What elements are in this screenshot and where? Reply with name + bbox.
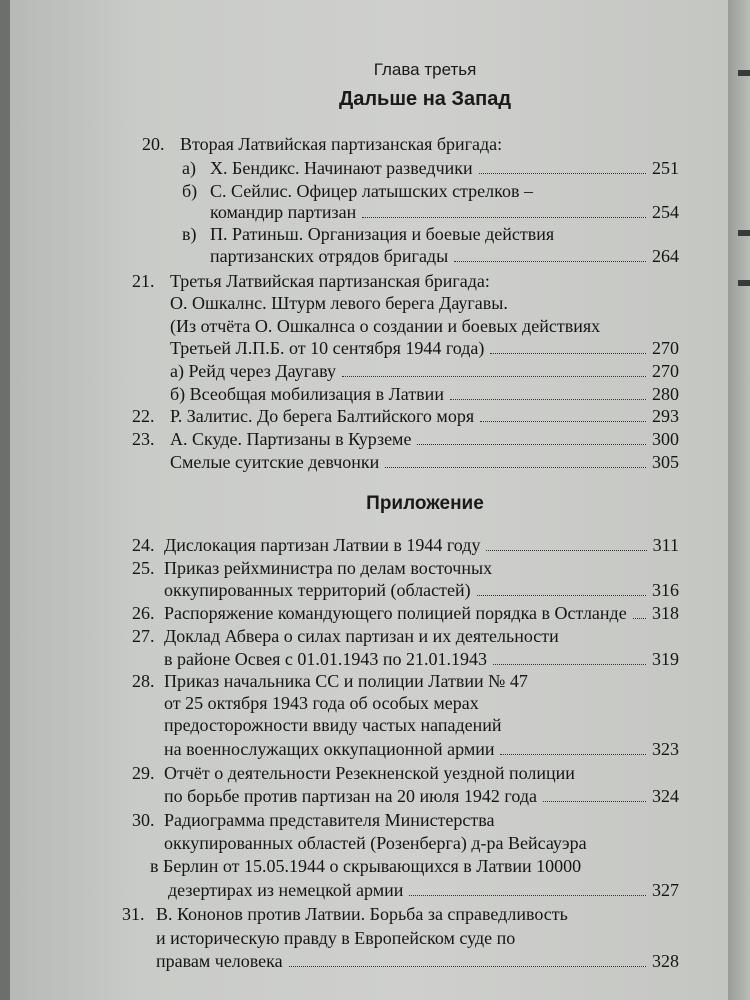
toc-entry-30 [132, 809, 495, 831]
entry-number: 23. [132, 429, 155, 449]
dot-leader [417, 444, 646, 445]
toc-entry-20 [142, 133, 502, 155]
entry-number: 28. [132, 671, 155, 691]
toc-entry-27 [132, 625, 559, 647]
toc-entry-28 [132, 670, 528, 692]
entry-number: 31. [122, 904, 145, 924]
toc-entry-20c-cont [210, 245, 679, 267]
toc-entry-23b [170, 451, 679, 473]
entry-title: командир партизан [210, 202, 357, 222]
book-page [10, 0, 732, 1000]
toc-entry-30-line2 [164, 832, 587, 854]
dot-leader [543, 801, 646, 802]
dot-leader [450, 399, 646, 400]
toc-entry-21-line2 [170, 292, 508, 314]
entry-title: Приказ рейхминистра по делам восточных [164, 558, 493, 578]
toc-entry-30-line3 [150, 855, 581, 877]
page-number: 318 [652, 603, 679, 623]
entry-title: Доклад Абвера о силах партизан и их деятельности [164, 626, 559, 646]
appendix-heading: Приложение [366, 493, 484, 514]
entry-number: 25. [132, 558, 155, 578]
toc-entry-31 [122, 903, 568, 925]
toc-entry-21b [170, 383, 679, 405]
entry-title: Радиограмма представителя Министерства [164, 810, 495, 830]
toc-entry-24 [132, 534, 679, 556]
entry-number: 21. [132, 271, 155, 291]
chapter-heading: Глава третья [373, 60, 477, 79]
toc-entry-21-line4 [170, 337, 679, 359]
page-number: 327 [652, 880, 679, 900]
dot-leader [454, 261, 646, 262]
toc-entry-21a [170, 360, 679, 382]
entry-title: предосторожности ввиду частых нападений [164, 715, 502, 735]
page-number: 300 [652, 429, 679, 449]
entry-title: Третьей Л.П.Б. от 10 сентября 1944 года) [170, 338, 485, 358]
toc-entry-25 [132, 557, 492, 579]
entry-title: а) Рейд через Даугаву [170, 361, 337, 381]
entry-title: по борьбе против партизан на 20 июля 1942 года [164, 786, 537, 806]
entry-title: в районе Освея с 01.01.1943 по 21.01.1943 [164, 649, 488, 669]
entry-title: оккупированных областей (Розенберга) д-ра Вейсауэра [164, 833, 587, 853]
toc-entry-26 [132, 602, 679, 624]
entry-title: Х. Бендикс. Начинают разведчики [210, 158, 473, 178]
entry-letter: б) [182, 181, 198, 201]
toc-entry-23 [132, 428, 679, 450]
dot-leader [486, 550, 646, 551]
entry-title: (Из отчёта О. Ошкалнса о создании и боевых действиях [170, 316, 601, 336]
entry-title: дезертирах из немецкой армии [168, 880, 404, 900]
page-edge-mark [738, 230, 750, 236]
page-number: 324 [652, 786, 679, 806]
entry-title: С. Сейлис. Офицер латышских стрелков – [210, 181, 533, 201]
entry-number: 20. [142, 134, 165, 154]
dot-leader [493, 664, 646, 665]
entry-title: партизанских отрядов бригады [210, 246, 449, 266]
page-number: 328 [652, 951, 679, 971]
section-heading: Дальше на Запад [338, 88, 512, 110]
toc-entry-31-line3 [156, 950, 679, 972]
entry-number: 22. [132, 406, 155, 426]
entry-letter: а) [182, 158, 196, 178]
adjacent-page-edge [728, 0, 750, 1000]
page-number: 323 [652, 739, 679, 759]
entry-title: А. Скуде. Партизаны в Курземе [170, 429, 412, 449]
page-number: 319 [652, 649, 679, 669]
dot-leader [385, 467, 646, 468]
dot-leader [479, 173, 646, 174]
toc-entry-20b [182, 180, 533, 202]
toc-entry-31-line2 [156, 927, 515, 949]
page-number: 293 [652, 406, 679, 426]
toc-entry-20c [182, 223, 554, 245]
entry-title: правам человека [156, 951, 283, 971]
entry-title: б) Всеобщая мобилизация в Латвии [170, 384, 444, 404]
toc-entry-21 [132, 270, 490, 292]
entry-title: на военнослужащих оккупационной армии [164, 739, 495, 759]
page-edge-mark [738, 70, 750, 76]
page-number: 311 [652, 535, 679, 555]
toc-entry-29 [132, 762, 575, 784]
page-number: 270 [652, 361, 679, 381]
entry-title: Приказ начальника СС и полиции Латвии № 47 [164, 671, 528, 691]
dot-leader [409, 895, 646, 896]
dot-leader [480, 421, 646, 422]
toc-entry-21-line3 [170, 315, 600, 337]
entry-number: 30. [132, 810, 155, 830]
page-number: 316 [652, 580, 679, 600]
entry-title: Дислокация партизан Латвии в 1944 году [164, 535, 481, 555]
entry-title: Смелые суитские девчонки [170, 452, 380, 472]
toc-entry-29-cont [164, 785, 679, 807]
toc-entry-20b-cont [210, 201, 679, 223]
entry-title: от 25 октября 1943 года об особых мерах [164, 693, 479, 713]
entry-title: оккупированных территорий (областей) [164, 580, 471, 600]
entry-number: 24. [132, 535, 155, 555]
toc-entry-28-line3 [164, 714, 502, 736]
toc-entry-20a [182, 157, 679, 179]
entry-title: в Берлин от 15.05.1944 о скрывающихся в Латвии 10000 [150, 856, 582, 876]
dot-leader [490, 353, 646, 354]
toc-entry-28-line2 [164, 692, 479, 714]
toc-entry-22 [132, 405, 679, 427]
entry-title: Р. Залитис. До берега Балтийского моря [170, 406, 475, 426]
page-number: 254 [652, 202, 679, 222]
entry-title: Отчёт о деятельности Резекненской уездной полиции [164, 763, 575, 783]
dot-leader [342, 376, 646, 377]
toc-entry-28-line4 [164, 738, 679, 760]
page-number: 270 [652, 338, 679, 358]
entry-title: О. Ошкалнс. Штурм левого берега Даугавы. [170, 293, 508, 313]
entry-title: и историческую правду в Европейском суде по [156, 928, 516, 948]
entry-title: В. Кононов против Латвии. Борьба за справедливость [156, 904, 568, 924]
entry-title: П. Ратиньш. Организация и боевые действия [210, 224, 555, 244]
entry-title: Распоряжение командующего полицией порядка в Остланде [164, 603, 627, 623]
dot-leader [500, 754, 646, 755]
page-number: 251 [652, 158, 679, 178]
page-edge-mark [738, 280, 750, 286]
dot-leader [477, 595, 646, 596]
entry-number: 27. [132, 626, 155, 646]
entry-title: Вторая Латвийская партизанская бригада: [180, 134, 503, 154]
dot-leader [289, 966, 646, 967]
dot-leader [633, 618, 646, 619]
entry-number: 29. [132, 763, 155, 783]
toc-entry-27-cont [164, 648, 679, 670]
page-number: 264 [652, 246, 679, 266]
toc-entry-30-line4 [168, 879, 679, 901]
page-number: 305 [652, 452, 679, 472]
entry-title: Третья Латвийская партизанская бригада: [170, 271, 490, 291]
entry-number: 26. [132, 603, 155, 623]
toc-entry-25-cont [164, 579, 679, 601]
page-number: 280 [652, 384, 679, 404]
dot-leader [362, 217, 646, 218]
entry-letter: в) [182, 224, 197, 244]
